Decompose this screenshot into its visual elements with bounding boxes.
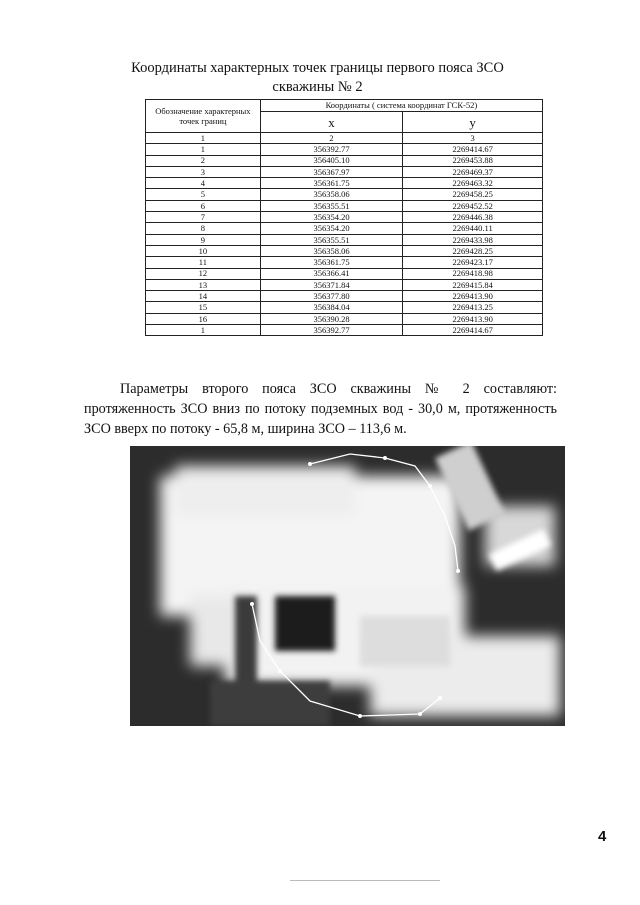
y-coordinate-cell: 2269453.88: [403, 155, 543, 166]
point-cell: 13: [146, 279, 261, 290]
table-row: [146, 325, 543, 336]
footer-divider: [290, 880, 440, 881]
y-coordinate-cell: 2269423.17: [403, 257, 543, 268]
x-coordinate-cell: 356355.51: [260, 200, 403, 211]
y-coordinate-cell: 2269433.98: [403, 234, 543, 245]
table-header-row: [146, 100, 543, 112]
point-cell: 1: [146, 144, 261, 155]
y-coordinate-cell: 2269469.37: [403, 166, 543, 177]
page-number: 4: [598, 828, 607, 845]
column-number: 2: [260, 133, 403, 144]
table-row: [146, 200, 543, 211]
table-row: [146, 166, 543, 177]
x-coordinate-cell: 356392.77: [260, 144, 403, 155]
title-line-1: Координаты характерных точек границы первого пояса ЗСО: [131, 60, 504, 76]
point-cell: 9: [146, 234, 261, 245]
table-row: [146, 245, 543, 256]
y-coordinate-cell: 2269414.67: [403, 325, 543, 336]
parameters-paragraph: Параметры второго пояса ЗСО скважины № 2 составляют: протяженность ЗСО вниз по потоку подземных вод - 30,0 м, протяженность ЗСО вверх по потоку - 65,8 м, ширина ЗСО – 113,6 м.: [84, 381, 557, 437]
table-row: [146, 257, 543, 268]
y-coordinate-cell: 2269458.25: [403, 189, 543, 200]
point-cell: 8: [146, 223, 261, 234]
table-row: [146, 155, 543, 166]
x-coordinate-cell: 356367.97: [260, 166, 403, 177]
x-coordinate-cell: 356361.75: [260, 178, 403, 189]
x-coordinate-cell: 356358.06: [260, 189, 403, 200]
document-title: [120, 59, 515, 97]
y-coordinate-cell: 2269413.90: [403, 291, 543, 302]
designation-header: Обозначение характерных точек границ: [146, 100, 261, 133]
table-row: [146, 302, 543, 313]
y-coordinate-cell: 2269428.25: [403, 245, 543, 256]
x-coordinate-cell: 356354.20: [260, 212, 403, 223]
x-coordinate-cell: 356384.04: [260, 302, 403, 313]
table-row: [146, 313, 543, 324]
table-row: [146, 234, 543, 245]
point-cell: 15: [146, 302, 261, 313]
point-cell: 7: [146, 212, 261, 223]
column-number: 3: [403, 133, 543, 144]
point-cell: 14: [146, 291, 261, 302]
point-cell: 16: [146, 313, 261, 324]
x-coordinate-cell: 356355.51: [260, 234, 403, 245]
y-coordinate-cell: 2269414.67: [403, 144, 543, 155]
x-coordinate-cell: 356405.10: [260, 155, 403, 166]
point-cell: 5: [146, 189, 261, 200]
y-coordinate-cell: 2269446.38: [403, 212, 543, 223]
x-coordinate-cell: 356354.20: [260, 223, 403, 234]
table-row: [146, 279, 543, 290]
site-map-drawing: [130, 446, 565, 726]
table-row: [146, 268, 543, 279]
table-row: [146, 189, 543, 200]
point-cell: 3: [146, 166, 261, 177]
point-cell: 12: [146, 268, 261, 279]
y-coordinate-cell: 2269413.90: [403, 313, 543, 324]
table-row: [146, 291, 543, 302]
x-coordinate-cell: 356392.77: [260, 325, 403, 336]
y-coordinate-cell: 2269452.52: [403, 200, 543, 211]
y-coordinate-cell: 2269440.11: [403, 223, 543, 234]
table-row: [146, 144, 543, 155]
y-coordinate-cell: 2269415.84: [403, 279, 543, 290]
column-number: 1: [146, 133, 261, 144]
point-cell: 6: [146, 200, 261, 211]
point-cell: 10: [146, 245, 261, 256]
x-coordinate-cell: 356358.06: [260, 245, 403, 256]
coordinates-header: Координаты ( система координат ГСК-52): [260, 100, 542, 112]
table-row: [146, 178, 543, 189]
title-line-2: скважины № 2: [272, 79, 363, 95]
site-map-image: [130, 446, 565, 726]
x-coordinate-cell: 356377.80: [260, 291, 403, 302]
y-coordinate-cell: 2269418.98: [403, 268, 543, 279]
point-cell: 11: [146, 257, 261, 268]
x-coordinate-cell: 356390.28: [260, 313, 403, 324]
y-header: y: [403, 112, 543, 133]
point-cell: 2: [146, 155, 261, 166]
column-number-row: [146, 133, 543, 144]
x-coordinate-cell: 356371.84: [260, 279, 403, 290]
point-cell: 4: [146, 178, 261, 189]
table-row: [146, 223, 543, 234]
x-coordinate-cell: 356366.41: [260, 268, 403, 279]
coordinates-table: [145, 99, 543, 336]
coordinates-body: [146, 144, 543, 336]
table-row: [146, 212, 543, 223]
point-cell: 1: [146, 325, 261, 336]
y-coordinate-cell: 2269463.32: [403, 178, 543, 189]
x-coordinate-cell: 356361.75: [260, 257, 403, 268]
x-header: x: [260, 112, 403, 133]
y-coordinate-cell: 2269413.25: [403, 302, 543, 313]
